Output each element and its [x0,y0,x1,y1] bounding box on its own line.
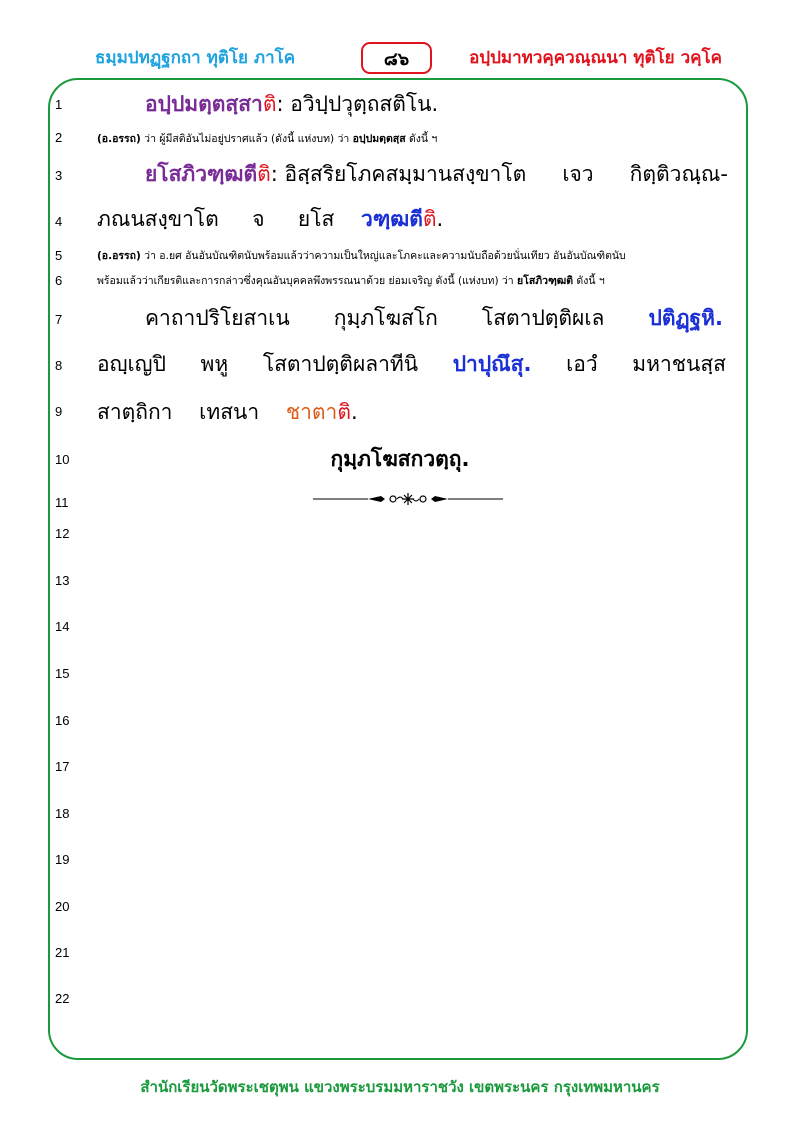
period: . [436,207,444,231]
text-line-7 [145,302,723,335]
headword: ยโสภิวฑฺฒตี [145,162,258,186]
headword: ชาตา [285,400,338,424]
line-number: 15 [55,666,70,681]
line-number: 7 [55,312,63,327]
translation-text: ว่า อ.ยศ อันอันบัณฑิตนับพร้อมแล้วว่าความเป็นใหญ่และโภคะและความนับถือด้วยนั่นเทียว อันอันบัณฑิตนับ [140,250,626,262]
line-number: 4 [55,214,63,229]
footer-institution: สำนักเรียนวัดพระเชตุพน แขวงพระบรมมหาราชวัง เขตพระนคร กรุงเทพมหานคร [140,1078,660,1096]
word: ยโส [297,207,335,231]
translation-tag: (อ.อรรถ) [97,250,141,262]
word: เทสนา [199,400,260,424]
line-number: 17 [55,759,70,774]
word: คาถาปริโยสาเน [145,306,290,330]
line-number: 1 [55,97,63,112]
line-number: 16 [55,713,70,728]
story-end-title: กุมฺภโฆสกวตฺถุ. [330,447,470,471]
headword: ปาปุณึสุ. [452,352,532,376]
headword: วฑฺฒตี [361,207,423,231]
translation-end: ดังนี้ ฯ [573,275,605,287]
headword-ti: ติ [257,162,271,186]
translation-line-6 [97,272,605,289]
text-line-9 [97,396,358,429]
translation-tag: (อ.อรรถ) [97,133,141,145]
line-number: 13 [55,573,70,588]
translation-line-2 [97,130,437,147]
translation-line-5 [97,247,626,264]
line-number: 5 [55,248,63,263]
line-number: 12 [55,526,70,541]
line-number: 11 [55,495,69,510]
text-line-1 [145,88,438,121]
word: โสตาปตฺติผเล [481,306,605,330]
line-number: 20 [55,899,70,914]
line-number: 14 [55,619,70,634]
line-number: 18 [55,806,70,821]
text-line-3 [145,158,728,191]
line-number: 8 [55,358,63,373]
word: พหู [200,352,229,376]
word: สาตฺถิกา [97,400,173,424]
headword-ti: ติ [422,207,437,231]
headword-ti: ติ [262,92,277,116]
word: ภณนสงฺขาโต [97,207,219,231]
gloss: : อวิปฺปวุตฺถสติโน. [276,92,439,116]
period: . [351,400,358,424]
word: โสตาปตฺติผลาทีนิ [262,352,419,376]
page-number-box [361,42,432,74]
translation-term: ยโสภิวฑฺฒติ [517,275,574,287]
word: เจว [562,162,594,186]
text-line-8 [97,348,726,381]
text-line-4 [97,203,443,236]
word: กุมฺภโฆสโก [333,306,438,330]
line-number: 21 [55,945,70,960]
line-number: 9 [55,404,63,419]
word: จ [252,207,265,231]
headword: อปฺปมตฺตสฺสา [145,92,263,116]
word: มหาชนสฺส [632,352,726,376]
line-number: 10 [55,452,70,467]
translation-end: ดังนี้ ฯ [405,133,438,145]
page-number: ๘๖ [383,48,410,70]
line-number: 3 [55,168,63,183]
word: : อิสฺสริยโภคสมฺมานสงฺขาโต [270,162,527,186]
translation-text: พร้อมแล้วว่าเกียรติและการกล่าวซึ่งคุณอันบุคคลพึงพรรณนาด้วย ย่อมเจริญ ดังนี้ (แห่งบท) ว่า [97,275,518,287]
line-number: 22 [55,991,70,1006]
headword-ti: ติ [337,400,351,424]
ornament-divider [313,491,503,507]
line-number: 19 [55,852,70,867]
line-number: 2 [55,130,63,145]
word: เอวํ [566,352,598,376]
word: อญฺเญปิ [97,352,166,376]
translation-text: ว่า ผู้มีสติอันไม่อยู่ปราศแล้ว (ดังนี้ แห่งบท) ว่า [140,133,353,145]
translation-term: อปฺปมตฺตสฺส [352,133,406,145]
line-number: 6 [55,273,63,288]
header-book-title: ธมฺมปทฏฺฐกถา ทุติโย ภาโค [95,48,296,68]
word: กิตฺติวณฺณ- [629,162,728,186]
header-chapter-title: อปฺปมาทวคฺควณฺณนา ทุติโย วคฺโค [469,48,722,68]
headword: ปติฏฺฐหิ. [648,306,723,330]
